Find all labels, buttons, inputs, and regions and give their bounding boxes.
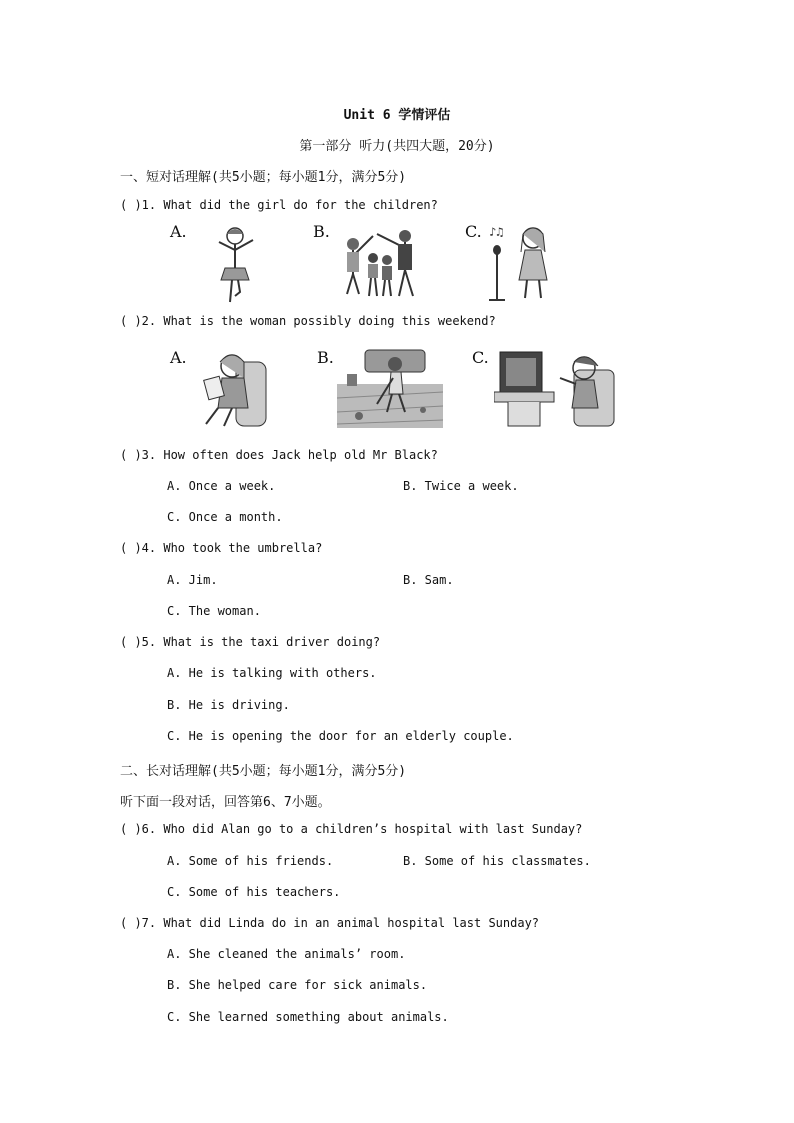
q1-option-b-label: B.	[313, 222, 330, 241]
woman-reading-icon	[192, 348, 272, 428]
q7-option-a: A. She cleaned the animals’ room.	[167, 947, 406, 961]
q4-option-b: B. Sam.	[403, 573, 454, 587]
q3-option-c: C. Once a month.	[167, 510, 283, 524]
question-2: ( )2. What is the woman possibly doing this weekend?	[120, 314, 496, 328]
q6-option-c: C. Some of his teachers.	[167, 885, 341, 899]
q2-option-c-picture	[472, 348, 617, 428]
q2-option-b-picture	[317, 348, 447, 428]
q1-option-a-picture	[170, 222, 280, 304]
part-heading: 第一部分 听力(共四大题，20分)	[299, 139, 495, 154]
girl-singing-icon	[485, 222, 575, 304]
svg-text:♪♫: ♪♫	[489, 225, 504, 239]
q4-option-c: C. The woman.	[167, 604, 261, 618]
section-2-heading: 二、长对话理解(共5小题；每小题1分，满分5分)	[120, 764, 407, 779]
q5-option-b: B. He is driving.	[167, 698, 290, 712]
q1-option-b-picture	[313, 222, 423, 304]
girl-cleaning-room-icon	[337, 348, 443, 428]
q5-option-c: C. He is opening the door for an elderly couple.	[167, 729, 514, 743]
q3-option-a: A. Once a week.	[167, 479, 276, 493]
question-1: ( )1. What did the girl do for the children?	[120, 198, 438, 212]
q3-option-b: B. Twice a week.	[403, 479, 519, 493]
q1-option-c-picture	[465, 222, 575, 304]
dancing-girl-icon	[205, 222, 265, 304]
q2-option-a-picture	[170, 348, 280, 428]
q2-option-c-label: C.	[472, 348, 489, 367]
q1-option-c-label: C.	[465, 222, 482, 241]
q6-option-a: A. Some of his friends.	[167, 854, 334, 868]
q4-option-a: A. Jim.	[167, 573, 218, 587]
section-1-heading: 一、短对话理解(共5小题；每小题1分，满分5分)	[120, 170, 407, 185]
question-3: ( )3. How often does Jack help old Mr Black?	[120, 448, 438, 462]
question-4: ( )4. Who took the umbrella?	[120, 541, 323, 555]
question-6: ( )6. Who did Alan go to a children’s hospital with last Sunday?	[120, 822, 583, 836]
q7-option-c: C. She learned something about animals.	[167, 1010, 449, 1024]
question-5: ( )5. What is the taxi driver doing?	[120, 635, 381, 649]
page-title: Unit 6 学情评估	[343, 108, 451, 123]
q2-option-b-label: B.	[317, 348, 334, 367]
girl-watching-tv-icon	[494, 348, 616, 428]
family-playing-icon	[333, 222, 423, 304]
q6-option-b: B. Some of his classmates.	[403, 854, 591, 868]
q5-option-a: A. He is talking with others.	[167, 666, 377, 680]
q2-option-a-label: A.	[170, 348, 187, 367]
q1-option-a-label: A.	[170, 222, 187, 241]
question-7: ( )7. What did Linda do in an animal hospital last Sunday?	[120, 916, 540, 930]
instruction: 听下面一段对话，回答第6、7小题。	[120, 795, 331, 810]
q7-option-b: B. She helped care for sick animals.	[167, 978, 428, 992]
